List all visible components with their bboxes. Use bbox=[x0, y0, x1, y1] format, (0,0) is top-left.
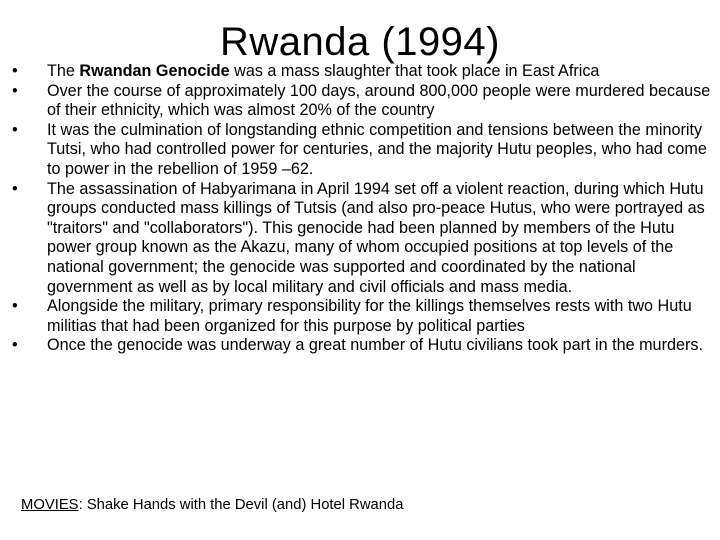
bullet-1-bold-term: Rwandan Genocide bbox=[79, 62, 230, 80]
bullet-1-text-after: was a mass slaughter that took place in East Africa bbox=[229, 62, 600, 80]
bullet-list bbox=[8, 62, 713, 356]
bullet-item-5 bbox=[8, 297, 713, 336]
bullet-5-text: Alongside the military, primary responsibility for the killings themselves rests with two Hutu militias that had been organized for this purpose by political parties bbox=[47, 297, 692, 335]
movies-line bbox=[21, 495, 403, 515]
movies-label: MOVIES bbox=[21, 497, 79, 513]
bullet-item-1 bbox=[8, 62, 713, 82]
bullet-item-2 bbox=[8, 82, 713, 121]
bullet-item-6 bbox=[8, 336, 713, 356]
movies-text: Shake Hands with the Devil (and) Hotel Rwanda bbox=[86, 497, 404, 513]
movies-separator: : bbox=[78, 497, 83, 513]
slide-title: Rwanda (1994) bbox=[220, 20, 500, 64]
bullet-6-text: Once the genocide was underway a great number of Hutu civilians took part in the murders. bbox=[47, 336, 703, 355]
bullet-item-3 bbox=[8, 121, 713, 180]
bullet-item-4 bbox=[8, 180, 713, 298]
bullet-2-text: Over the course of approximately 100 days, around 800,000 people were murdered because of their ethnicity, which was almost 20% of the country bbox=[47, 81, 711, 120]
bullet-4-text: The assassination of Habyarimana in April 1994 set off a violent reaction, during which Hutu groups conducted mass killings of Tutsis (and also pro-peace Hutus, who were portrayed as "traitors" and "collaborators"). This genocide had been planned by members of the Hutu power group known as the Akazu, many of whom occupied positions at top levels of the national government; the genocide was supported and coordinated by the national government as well as by local military and civil officials and mass media. bbox=[47, 179, 705, 296]
bullet-1-text-before: The bbox=[47, 62, 80, 80]
bullet-3-text: It was the culmination of longstanding ethnic competition and tensions between the minority Tutsi, who had controlled power for centuries, and the majority Hutu peoples, who had come to power in the rebellion of 1959 –62. bbox=[47, 120, 707, 178]
